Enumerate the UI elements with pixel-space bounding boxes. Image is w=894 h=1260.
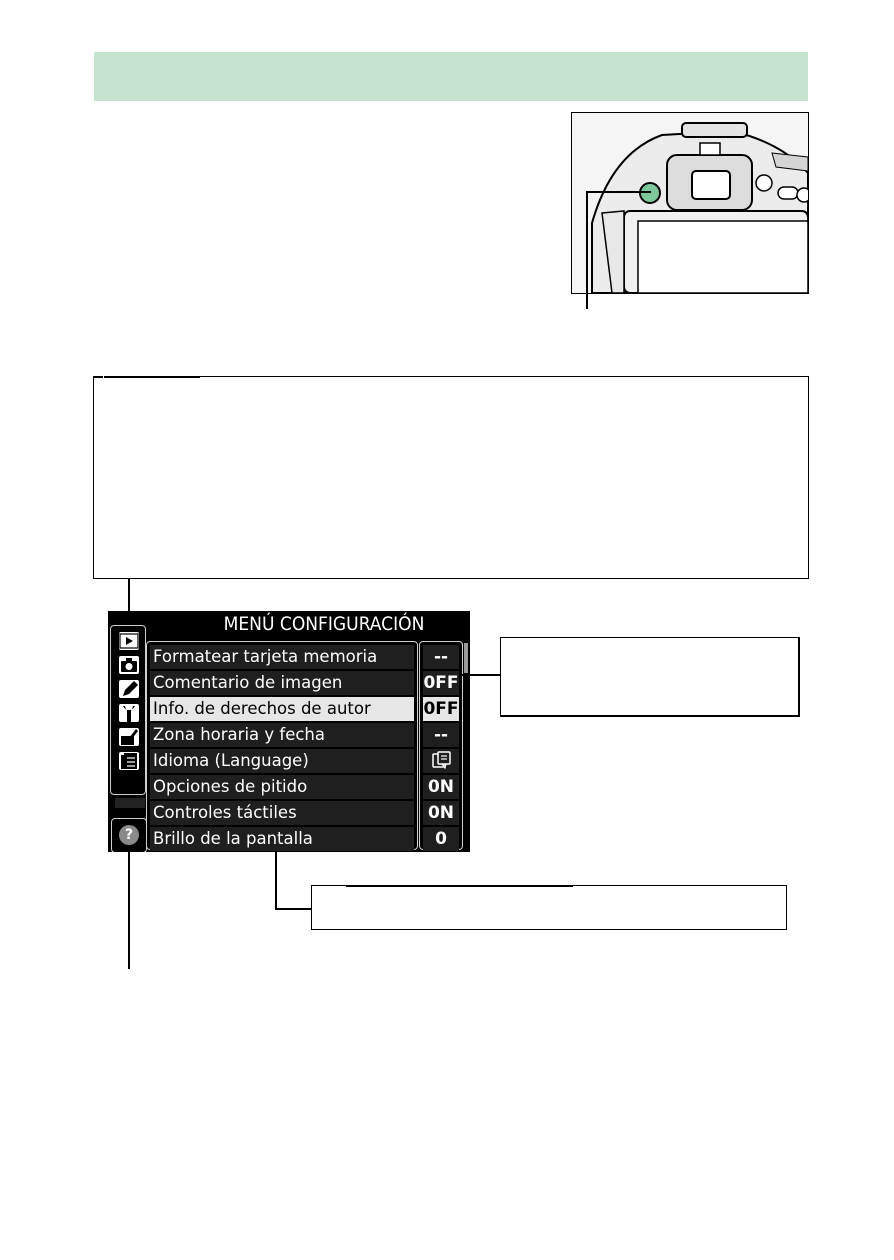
- playback-icon[interactable]: [119, 632, 139, 650]
- retouch-icon[interactable]: [119, 728, 139, 746]
- leader-line: [586, 191, 588, 309]
- menu-item-selected[interactable]: Info. de derechos de autor: [150, 697, 414, 721]
- leader-line: [462, 674, 500, 676]
- menu-item-value: --: [423, 723, 459, 747]
- leader-line: [586, 191, 651, 193]
- menu-item-value: 0N: [423, 801, 459, 825]
- pencil-icon[interactable]: [119, 680, 139, 698]
- menu-item[interactable]: Comentario de imagen: [150, 671, 414, 695]
- menu-title: MENÚ CONFIGURACIÓN: [223, 613, 425, 635]
- menu-item-value: 0: [423, 827, 459, 851]
- leader-line: [275, 908, 311, 910]
- current-settings-callout: [500, 637, 800, 717]
- language-icon: [423, 749, 459, 773]
- help-button[interactable]: [111, 818, 147, 852]
- menu-values-list: [419, 641, 463, 850]
- section-header-bar: [94, 52, 808, 101]
- leader-line: [128, 851, 130, 969]
- leader-line: [275, 852, 277, 910]
- camera-illustration: [571, 112, 809, 294]
- menu-item-value: 0FF: [423, 699, 459, 719]
- menu-item[interactable]: Formatear tarjeta memoria: [150, 645, 414, 669]
- info-box-corner: [93, 376, 103, 378]
- camera-icon[interactable]: [119, 656, 139, 674]
- menu-item-value: 0N: [423, 775, 459, 799]
- wrench-icon[interactable]: [119, 704, 139, 722]
- sidebar-gap: [115, 798, 145, 808]
- menu-item-value: 0FF: [423, 673, 459, 693]
- setup-menu-screen: [108, 611, 470, 852]
- menu-item[interactable]: Idioma (Language): [150, 749, 414, 773]
- menu-item-value: --: [423, 645, 459, 669]
- menu-tab-sidebar: [110, 625, 146, 795]
- recent-settings-icon[interactable]: [119, 752, 139, 770]
- help-icon: ?: [119, 825, 139, 845]
- info-box: [93, 376, 809, 579]
- menu-item[interactable]: Opciones de pitido: [150, 775, 414, 799]
- menu-item[interactable]: Controles táctiles: [150, 801, 414, 825]
- menu-options-callout: [311, 885, 787, 930]
- menu-item[interactable]: Zona horaria y fecha: [150, 723, 414, 747]
- menu-item[interactable]: Brillo de la pantalla: [150, 827, 414, 851]
- menu-items-list: [146, 641, 418, 850]
- menu-scrollbar[interactable]: [464, 643, 468, 673]
